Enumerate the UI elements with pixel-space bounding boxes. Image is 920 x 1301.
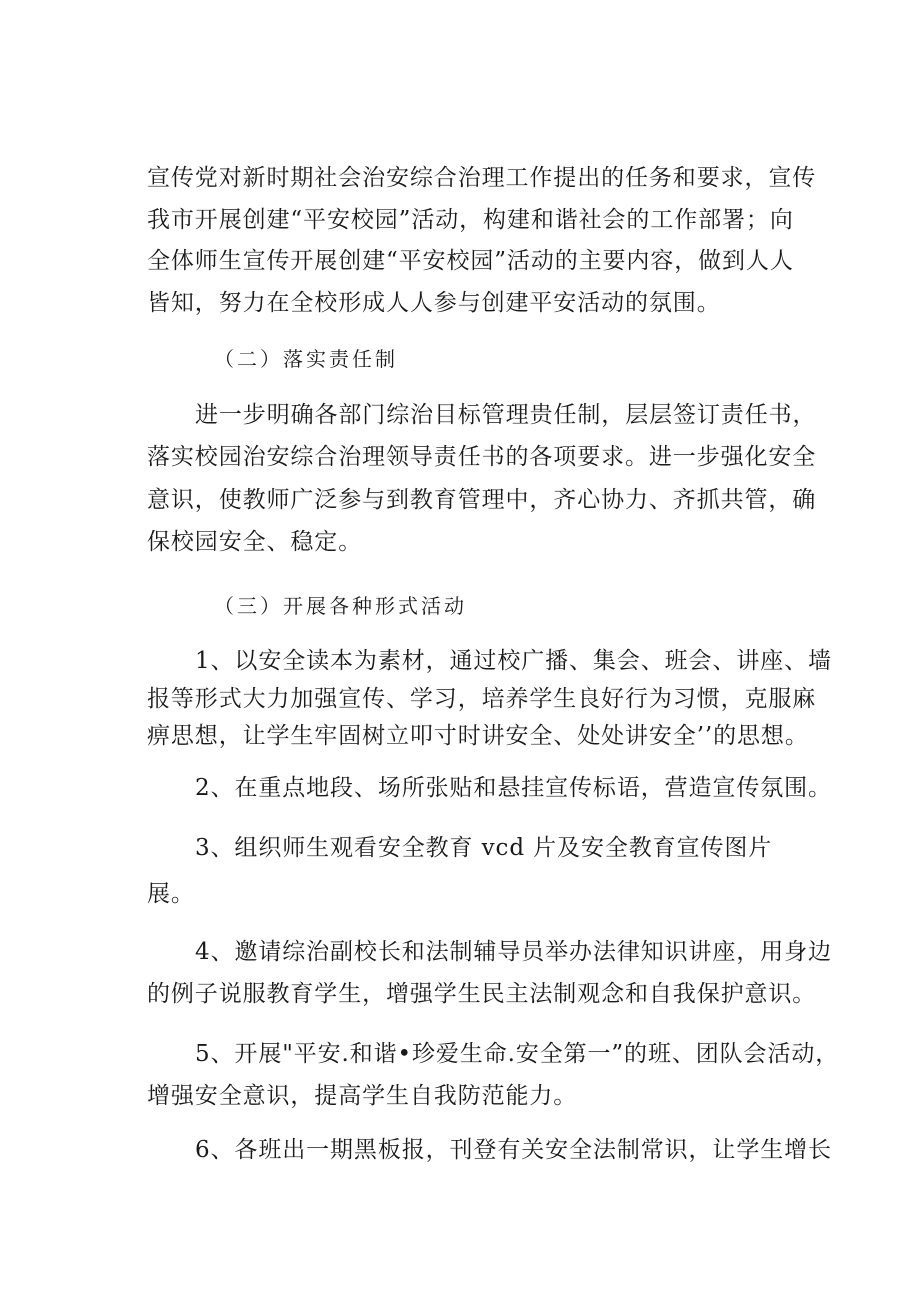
paragraph-line: 落实校园治安综合治理领导责任书的各项要求。进一步强化安全 [147,444,817,470]
paragraph-line: 意识，使教师广泛参与到教育管理中，齐心协力、齐抓共管，确 [147,487,817,513]
list-item-line: 2、在重点地段、场所张贴和悬挂宣传标语，营造宣传氛围。 [195,775,832,801]
list-item-line: 6、各班出一期黑板报，刊登有关安全法制常识，让学生增长 [195,1137,832,1163]
list-item-line: 4、邀请综治副校长和法制辅导员举办法律知识讲座，用身边 [195,939,832,965]
paragraph-line: 我市开展创建“平安校园”活动，构建和谐社会的工作部署；向 [147,207,794,233]
paragraph-line: 保校园安全、稳定。 [147,529,363,555]
list-item-line: 的例子说服教育学生，增强学生民主法制观念和自我保护意识。 [147,981,817,1007]
paragraph-line: 进一步明确各部门综治目标管理贵任制，层层签订责任书， [195,402,817,428]
list-item-line: 报等形式大力加强宣传、学习，培养学生良好行为习惯，克服麻 [147,686,817,712]
list-item-line: 痹思想，让学生牢固树立叩寸时讲安全、处处讲安全’’的思想。 [147,723,809,749]
list-item-line: 5、开展"平安.和谐•珍爱生命.安全第一”的班、团队会活动， [195,1041,840,1067]
paragraph-line: 皆知，努力在全校形成人人参与创建平安活动的氛围。 [147,290,721,316]
section-heading-responsibility: （二）落实责任制 [214,347,398,371]
section-heading-activities: （三）开展各种形式活动 [214,594,467,618]
list-item-line: 增强安全意识，提高学生自我防范能力。 [147,1083,578,1109]
list-item-line: 3、组织师生观看安全教育 vcd 片及安全教育宣传图片 [195,835,773,861]
list-item-line: 展。 [147,881,195,907]
paragraph-line: 宣传党对新时期社会治安综合治理工作提出的任务和要求，宣传 [147,165,817,191]
paragraph-line: 全体师生宣传开展创建“平安校园”活动的主要内容，做到人人 [147,248,794,274]
list-item-line: 1、以安全读本为素材，通过校广播、集会、班会、讲座、墙 [195,648,832,674]
